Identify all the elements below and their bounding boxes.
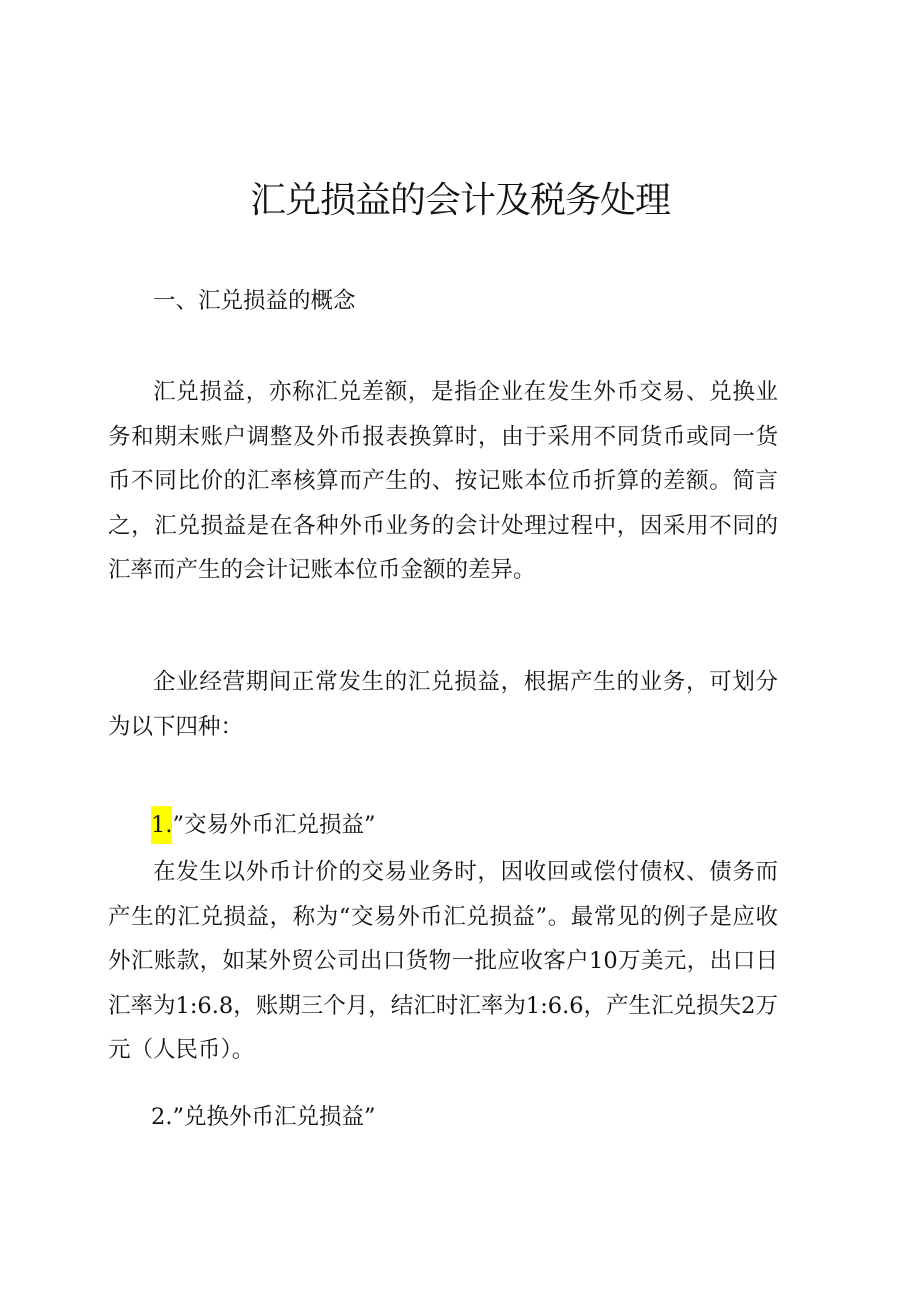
section-heading: 一、汇兑损益的概念 — [153, 288, 356, 314]
highlighted-number: 1. — [151, 806, 172, 844]
categories-intro-paragraph: 企业经营期间正常发生的汇兑损益，根据产生的业务，可划分为以下四种： — [108, 669, 778, 740]
concept-paragraph: 汇兑损益，亦称汇兑差额，是指企业在发生外币交易、兑换业务和期末账户调整及外币报表换算时，由于采用不同货币或同一货币不同比价的汇率核算而产生的、按记账本位币折算的差额。简言之，汇兑损益是在各种外币业务的会计处理过程中，因采用不同的汇率而产生的会计记账本位币金额的差异。 — [108, 379, 778, 584]
list-item-1-heading — [151, 808, 375, 842]
document-title: 汇兑损益的会计及税务处理 — [249, 180, 670, 221]
list-item-1-label: ”交易外币汇兑损益” — [172, 812, 376, 838]
transaction-gain-loss-paragraph: 在发生以外币计价的交易业务时，因收回或偿付债权、债务而产生的汇兑损益，称为“交易外币汇兑损益”。最常见的例子是应收外汇账款，如某外贸公司出口货物一批应收客户10万美元，出口日汇率为1:6.8，账期三个月，结汇时汇率为1:6.6，产生汇兑损失2万元（人民币）。 — [108, 859, 778, 1064]
list-item-2-heading: 2.”兑换外币汇兑损益” — [151, 1104, 376, 1130]
